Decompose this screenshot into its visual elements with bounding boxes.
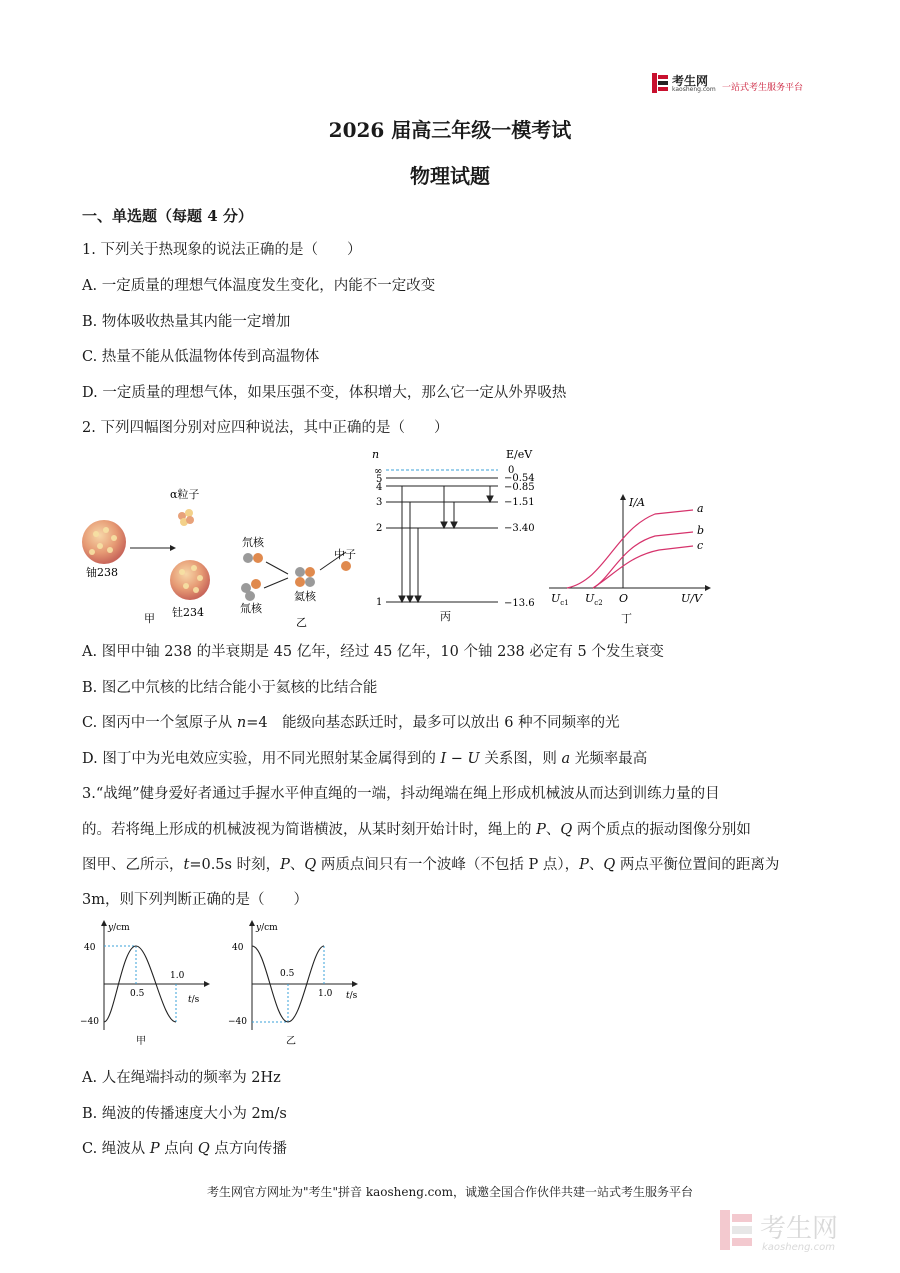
neutron-label: 中子 [334,548,356,561]
curve-c [593,546,693,588]
curve-a-label: a [697,502,704,515]
svg-text:0: 0 [508,465,515,476]
watermark-brand: 考生网 [760,1214,839,1244]
yi-y-label: y/cm [256,923,278,933]
watermark-domain: kaosheng.com [762,1242,835,1253]
q2-option-c: C. 图丙中一个氢原子从 n=4 能级向基态跃迁时，最多可以放出 6 种不同频率的光 [82,715,620,731]
logo-brand: 考生网 [672,74,709,88]
yi-ymax: 40 [232,943,244,953]
graph-jia-label: 甲 [136,1036,146,1047]
svg-text:−0.54: −0.54 [504,473,535,484]
deuteron-icon [243,553,263,563]
q1-option-c: C. 热量不能从低温物体传到高温物体 [82,349,320,365]
curve-b [593,532,693,588]
q2-figure-jia-yi [78,480,378,630]
transition-arrows [399,486,493,602]
q1-option-a: A. 一定质量的理想气体温度发生变化，内能不一定改变 [82,278,436,294]
graph-yi-label: 乙 [286,1036,296,1047]
ding-x-label: U/V [681,592,702,605]
q2-option-b: B. 图乙中氘核的比结合能小于氦核的比结合能 [82,680,378,696]
q2-option-d: D. 图丁中为光电效应实验，用不同光照射某金属得到的 I − U 关系图，则 a 光频率最高 [82,751,648,767]
fig-yi-label: 乙 [296,616,307,629]
q2-figure-bing [368,446,548,626]
yi-t2: 1.0 [318,989,333,999]
kaosheng-logo[interactable] [652,72,822,98]
svg-text:4: 4 [376,482,383,493]
jia-t-label: t/s [188,995,200,1005]
svg-text:−3.40: −3.40 [504,523,535,534]
deuteron-label: 氘核 [242,536,264,549]
svg-text:−0.85: −0.85 [504,482,535,493]
jia-y-label: y/cm [108,923,130,933]
q3-graph-yi [228,918,368,1048]
fusion-arrow-1 [266,562,288,574]
curve-b-label: b [697,524,705,537]
jia-t2: 1.0 [170,971,185,981]
alpha-label: α粒子 [170,488,200,501]
fig-ding-label: 丁 [621,612,632,625]
bing-e-labels [504,465,535,609]
q1-option-d: D. 一定质量的理想气体，如果压强不变，体积增大，那么它一定从外界吸热 [82,385,567,401]
q3-option-b: B. 绳波的传播速度大小为 2m/s [82,1106,287,1122]
yi-t-label: t/s [346,991,358,1001]
exam-title: 2026 届高三年级一模考试 [328,118,572,142]
q3-option-c: C. 绳波从 P 点向 Q 点方向传播 [82,1141,287,1157]
q3-graph-jia [80,918,220,1048]
ding-y-label: I/A [629,496,645,509]
kaosheng-logo-icon [652,73,670,93]
q3-stem-line-1: 3.“战绳”健身爱好者通过手握水平伸直绳的一端，抖动绳端在绳上形成机械波从而达到训练力量的目 [82,786,720,802]
triton-label: 氚核 [240,602,262,615]
fusion-arrow-2 [264,578,288,588]
svg-text:3: 3 [376,497,383,508]
ding-origin: O [619,592,629,605]
section-heading: 一、单选题（每题 4 分） [82,207,253,225]
jia-ymin: −40 [80,1017,99,1027]
svg-text:∞: ∞ [374,466,383,477]
kaosheng-watermark [718,1208,878,1256]
helium-label: 氦核 [294,590,316,603]
ding-uc2: $U_{c2}$ [585,592,603,607]
svg-text:1: 1 [376,597,383,608]
bing-e-axis: E/eV [506,448,533,461]
svg-text:−1.51: −1.51 [504,497,535,508]
triton-icon [241,579,261,601]
neutron-icon [341,561,351,571]
q2-stem: 2. 下列四幅图分别对应四种说法，其中正确的是（ ） [82,420,449,436]
bing-n-labels [374,466,382,608]
yi-t1: 0.5 [280,969,295,979]
svg-text:5: 5 [376,474,383,485]
thorium-nucleus-icon [170,560,210,600]
uranium-nucleus-icon [82,520,126,564]
logo-slogan: 一站式考生服务平台 [722,83,804,93]
svg-text:2: 2 [376,523,383,534]
fig-bing-label: 丙 [440,610,451,623]
alpha-particle-icon [178,509,194,526]
yi-ymin: −40 [228,1017,247,1027]
q1-stem: 1. 下列关于热现象的说法正确的是（ ） [82,242,362,258]
th234-label: 钍234 [172,606,204,619]
q3-stem-line-4: 3m，则下列判断正确的是（ ） [82,892,308,908]
q2-option-a: A. 图甲中铀 238 的半衰期是 45 亿年，经过 45 亿年，10 个铀 238 必定有 5 个发生衰变 [82,644,664,660]
q3-stem-line-3: 图甲、乙所示，t=0.5s 时刻，P、Q 两质点间只有一个波峰（不包括 P 点），P、Q 两点平衡位置间的距离为 [82,857,780,873]
curve-c-label: c [697,539,704,552]
exam-subtitle: 物理试题 [410,164,490,188]
q1-option-b: B. 物体吸收热量其内能一定增加 [82,314,291,330]
svg-text:−13.6: −13.6 [504,598,535,609]
q3-stem-line-2: 的。若将绳上形成的机械波视为简谐横波，从某时刻开始计时，绳上的 P、Q 两个质点的振动图像分别如 [82,822,751,838]
page-footer: 考生网官方网址为"考生"拼音 kaosheng.com，诚邀全国合作伙伴共建一站式考生服务平台 [206,1185,694,1199]
jia-t1: 0.5 [130,989,145,999]
logo-domain: kaosheng.com [672,86,716,93]
q2-figure-ding [545,490,715,630]
bing-n-axis: n [372,448,380,461]
fig-jia-label: 甲 [144,612,155,625]
q3-option-a: A. 人在绳端抖动的频率为 2Hz [82,1070,281,1086]
helium-nucleus-icon [295,567,315,587]
u238-label: 铀238 [86,566,118,579]
jia-ymax: 40 [84,943,96,953]
ding-uc1: $U_{c1}$ [551,592,569,607]
